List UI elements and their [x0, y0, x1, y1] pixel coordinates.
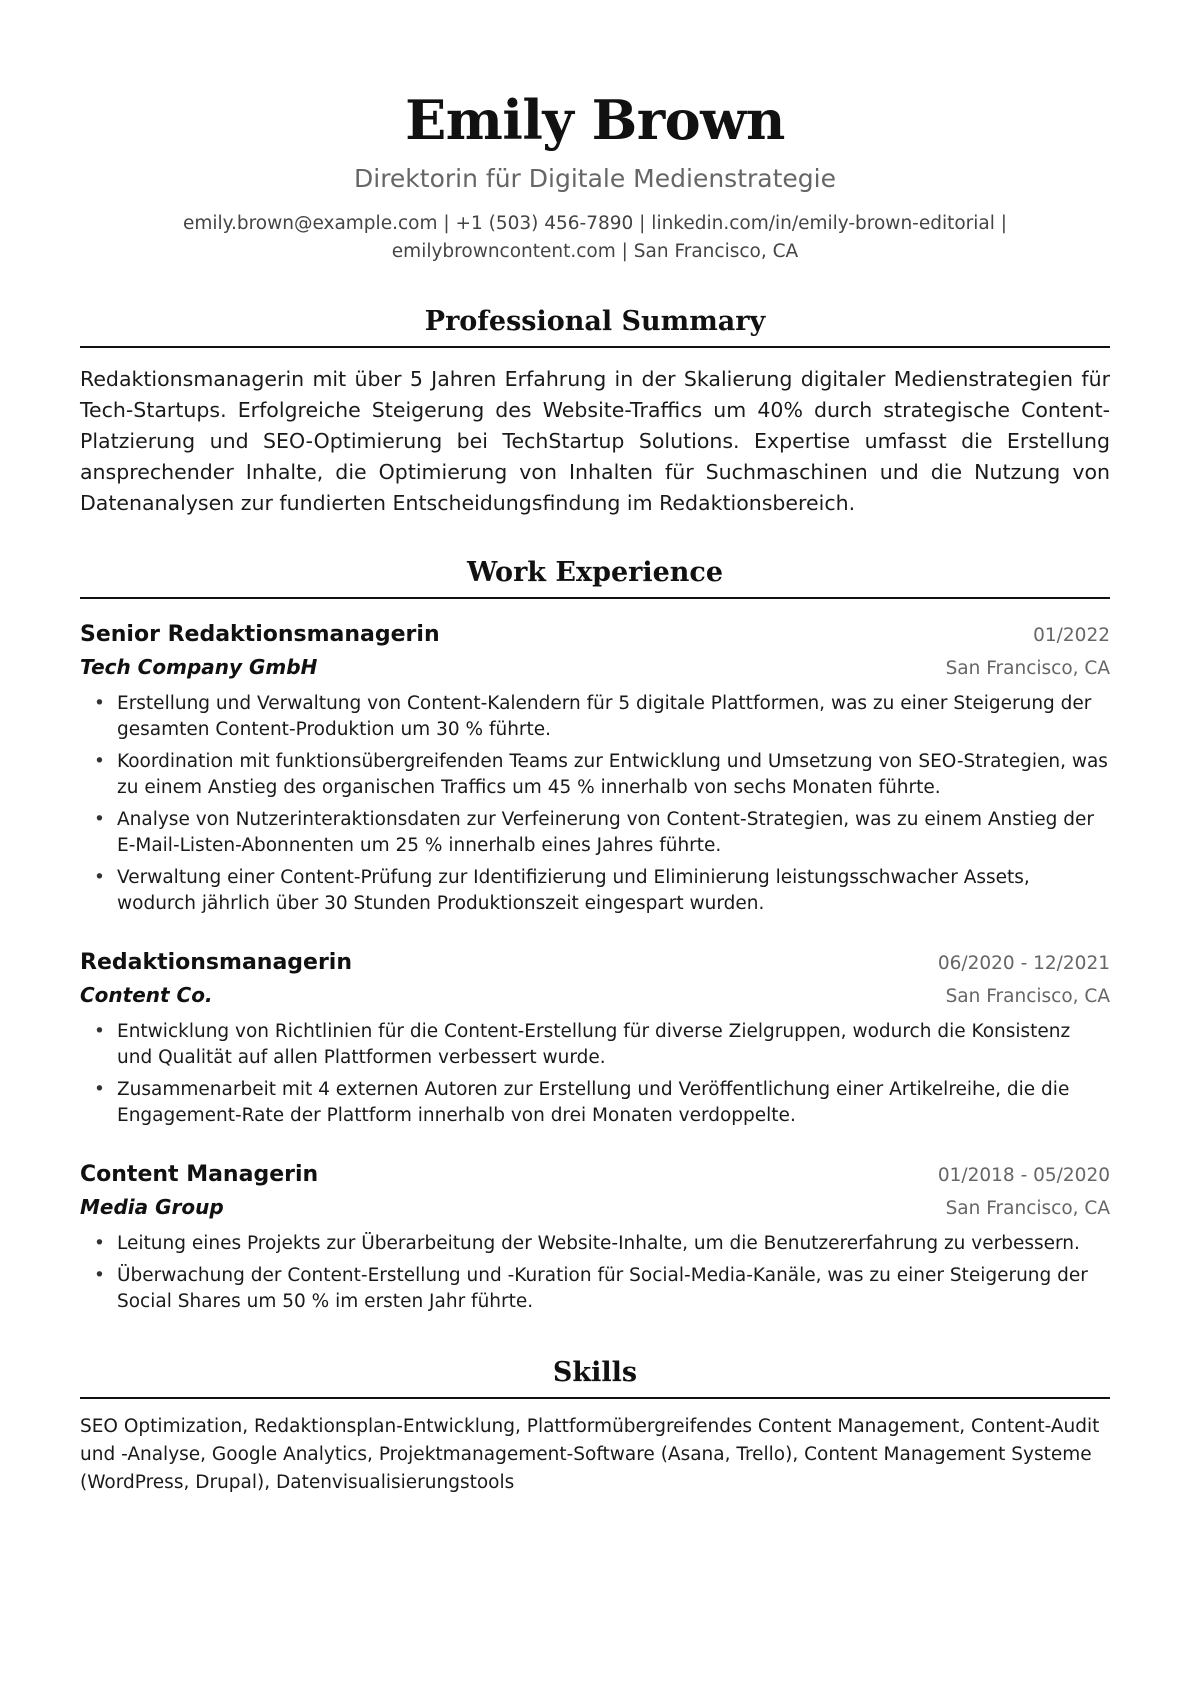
job-title: Content Managerin: [80, 1162, 319, 1187]
resume-header: [80, 0, 1110, 266]
job-bullet: • Koordination mit funktionsübergreifenden Teams zur Entwicklung und Umsetzung von SEO-Strategien, was zu einem Anstieg des organischen Traffics um 45 % innerhalb von sechs Monaten führte.: [80, 749, 1110, 801]
summary-text: Redaktionsmanagerin mit über 5 Jahren Erfahrung in der Skalierung digitaler Medienstrategien für Tech-Startups. Erfolgreiche Steigerung des Website-Traffics um 40% durch strategische Content-Platzierung und SEO-Optimierung bei TechStartup Solutions. Expertise umfasst die Erstellung ansprechender Inhalte, die Optimierung von Inhalten für Suchmaschinen und die Nutzung von Datenanalysen zur fundierten Entscheidungsfindung im Redaktionsbereich.: [80, 367, 1110, 515]
work-experience-section: [80, 555, 1110, 1315]
candidate-title: Direktorin für Digitale Medienstrategie: [354, 164, 836, 193]
job-bullet: • Erstellung und Verwaltung von Content-Kalendern für 5 digitale Plattformen, was zu einer Steigerung der gesamten Content-Produktion um 30 % führte.: [80, 691, 1110, 743]
candidate-name: Emily Brown: [405, 88, 785, 152]
job-date: 01/2022: [1033, 625, 1110, 646]
job-bullet: • Leitung eines Projekts zur Überarbeitung der Website-Inhalte, um die Benutzererfahrung zu verbessern.: [80, 1231, 1110, 1257]
job-company: Content Co.: [80, 983, 213, 1007]
summary-section: [80, 304, 1110, 519]
job-date: 06/2020 - 12/2021: [937, 953, 1110, 974]
job-bullet: • Verwaltung einer Content-Prüfung zur Identifizierung und Eliminierung leistungsschwacher Assets, wodurch jährlich über 30 Stunden Produktionszeit eingespart wurden.: [80, 865, 1110, 917]
job-location: San Francisco, CA: [945, 658, 1110, 679]
job-title: Senior Redaktionsmanagerin: [80, 622, 440, 647]
skills-section: [80, 1355, 1110, 1497]
contact-line: emily.brown@example.com | +1 (503) 456-7890 | linkedin.com/in/emily-brown-editorial | emilybrowncontent.com | San Francisco, CA: [182, 213, 1008, 262]
job-bullet: • Analyse von Nutzerinteraktionsdaten zur Verfeinerung von Content-Strategien, was zu einem Anstieg der E-Mail-Listen-Abonnenten um 25 % innerhalb eines Jahres führte.: [80, 807, 1110, 859]
job-location: San Francisco, CA: [945, 1198, 1110, 1219]
job-entry: [80, 947, 1110, 1129]
summary-heading: Professional Summary: [80, 304, 1110, 348]
job-company: Media Group: [80, 1195, 224, 1219]
job-location: San Francisco, CA: [945, 986, 1110, 1007]
job-bullets: [80, 1231, 1110, 1315]
job-entry: [80, 619, 1110, 917]
skills-text: SEO Optimization, Redaktionsplan-Entwicklung, Plattformübergreifendes Content Management, Content-Audit und -Analyse, Google Analytics, Projektmanagement-Software (Asana, Trello), Content Management Systeme (WordPress, Drupal), Datenvisualisierungstools: [80, 1416, 1100, 1493]
skills-heading: Skills: [80, 1355, 1110, 1399]
job-bullets: [80, 1019, 1110, 1129]
job-title: Redaktionsmanagerin: [80, 950, 353, 975]
job-company: Tech Company GmbH: [80, 655, 318, 679]
job-bullets: [80, 691, 1110, 917]
job-date: 01/2018 - 05/2020: [937, 1165, 1110, 1186]
job-entry: [80, 1159, 1110, 1315]
work-experience-heading: Work Experience: [80, 555, 1110, 599]
job-bullet: • Überwachung der Content-Erstellung und -Kuration für Social-Media-Kanäle, was zu einer Steigerung der Social Shares um 50 % im ersten Jahr führte.: [80, 1263, 1110, 1315]
job-bullet: • Entwicklung von Richtlinien für die Content-Erstellung für diverse Zielgruppen, wodurch die Konsistenz und Qualität auf allen Plattformen verbessert wurde.: [80, 1019, 1110, 1071]
job-bullet: • Zusammenarbeit mit 4 externen Autoren zur Erstellung und Veröffentlichung einer Artikelreihe, die die Engagement-Rate der Plattform innerhalb von drei Monaten verdoppelte.: [80, 1077, 1110, 1129]
